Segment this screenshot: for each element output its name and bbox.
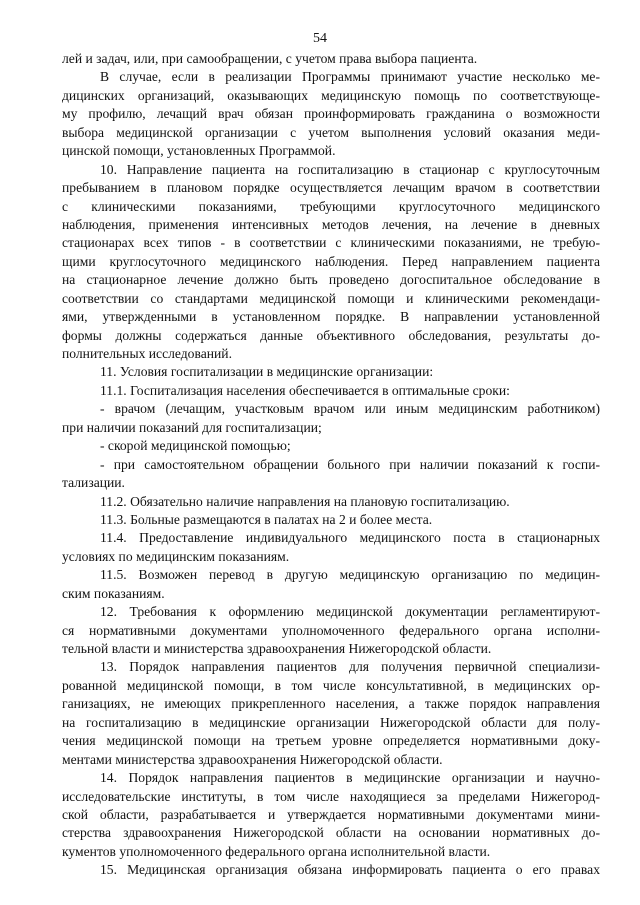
text-line: цинской помощи, установленных Программой.	[62, 143, 336, 159]
text-line: 13. Порядок направления пациентов для получения первичной специализи-	[100, 659, 600, 675]
text-line: пребыванием в плановом порядке осуществляется лечащим врачом в соответствии	[62, 180, 600, 196]
text-line: - при самостоятельном обращении больного при наличии показаний к госпи-	[100, 456, 600, 472]
text-line: исследовательские институты, в том числе находящиеся за пределами Нижегород-	[62, 788, 600, 804]
text-line: условиях по медицинским показаниям.	[62, 548, 290, 564]
text-line: ским показаниям.	[62, 585, 165, 601]
text-line: В случае, если в реализации Программы принимают участие несколько ме-	[100, 69, 600, 85]
text-line: с клиническими показаниями, требующими круглосуточного медицинского	[62, 198, 600, 214]
text-line: 12. Требования к оформлению медицинской документации регламентируют-	[100, 604, 600, 620]
text-line: тализации.	[62, 475, 125, 491]
text-line: на стационарное лечение должно быть проведено догоспитальное обследование в	[62, 272, 600, 288]
text-line: 11.2. Обязательно наличие направления на плановую госпитализацию.	[100, 493, 510, 509]
text-line: - врачом (лечащим, участковым врачом или иным медицинским работником)	[100, 401, 600, 417]
text-line: ями, утвержденными в установленном порядке. В направлении установленной	[62, 309, 600, 325]
text-line: тельной власти и министерства здравоохранения Нижегородской области.	[62, 641, 492, 656]
text-line: ской области, разрабатывается и утверждается нормативными документами мини-	[62, 806, 600, 822]
text-line: формы должны содержаться данные объективного обследования, результаты до-	[62, 327, 600, 343]
text-line: 11. Условия госпитализации в медицинские организации:	[100, 364, 434, 380]
text-line: на госпитализацию в медицинские организации Нижегородской области для полу-	[62, 714, 600, 730]
text-line: чения медицинской помощи на третьем уровне определяется нормативными доку-	[62, 733, 600, 749]
text-line: выбора медицинской организации с учетом выполнения условий оказания меди-	[62, 124, 600, 140]
text-line: 11.1. Госпитализация населения обеспечивается в оптимальные сроки:	[100, 382, 510, 398]
text-line: 11.4. Предоставление индивидуального медицинского поста в стационарных	[100, 530, 600, 546]
text-line: рованной медицинской помощи, в том числе консультативной, в медицинских ор-	[62, 677, 600, 693]
text-line: стационарах всех типов - в соответствии с клиническими показаниями, не требую-	[62, 235, 600, 251]
text-line: дицинских организаций, оказывающих медицинскую помощь по соответствующе-	[62, 87, 600, 103]
text-line: щими круглосуточного медицинского наблюдения. Перед направлением пациента	[62, 253, 600, 269]
text-line: наблюдения, применения интенсивных методов лечения, на лечение в дневных	[62, 216, 600, 232]
body-text	[62, 50, 600, 880]
text-line: лей и задач, или, при самообращении, с учетом права выбора пациента.	[62, 51, 478, 66]
text-line: му профилю, лечащий врач обязан проинформировать гражданина о возможности	[62, 106, 600, 122]
page-number: 54	[313, 31, 327, 46]
text-line: 11.3. Больные размещаются в палатах на 2 и более места.	[100, 511, 433, 527]
text-line: - скорой медицинской помощью;	[100, 438, 291, 454]
text-line: 11.5. Возможен перевод в другую медицинскую организацию по медицин-	[100, 567, 600, 583]
text-line: соответствии со стандартами медицинской помощи и клиническими рекомендаци-	[62, 290, 600, 306]
text-line: ментами министерства здравоохранения Нижегородской области.	[62, 751, 443, 767]
text-line: 14. Порядок направления пациентов в медицинские организации и научно-	[100, 770, 600, 786]
text-line: полнительных исследований.	[62, 346, 232, 361]
text-line: ганизациях, не имеющих прикрепленного населения, а также порядок направления	[62, 696, 600, 712]
text-line: 15. Медицинская организация обязана информировать пациента о его правах	[100, 862, 600, 878]
text-line: ся нормативными документами уполномоченного федерального органа исполни-	[62, 622, 600, 638]
text-line: 10. Направление пациента на госпитализацию в стационар с круглосуточным	[100, 161, 600, 177]
text-line: при наличии показаний для госпитализации;	[62, 419, 322, 435]
text-line: кументов уполномоченного федерального органа исполнительной власти.	[62, 843, 491, 859]
text-line: стерства здравоохранения Нижегородской области на основании нормативных до-	[62, 825, 600, 841]
